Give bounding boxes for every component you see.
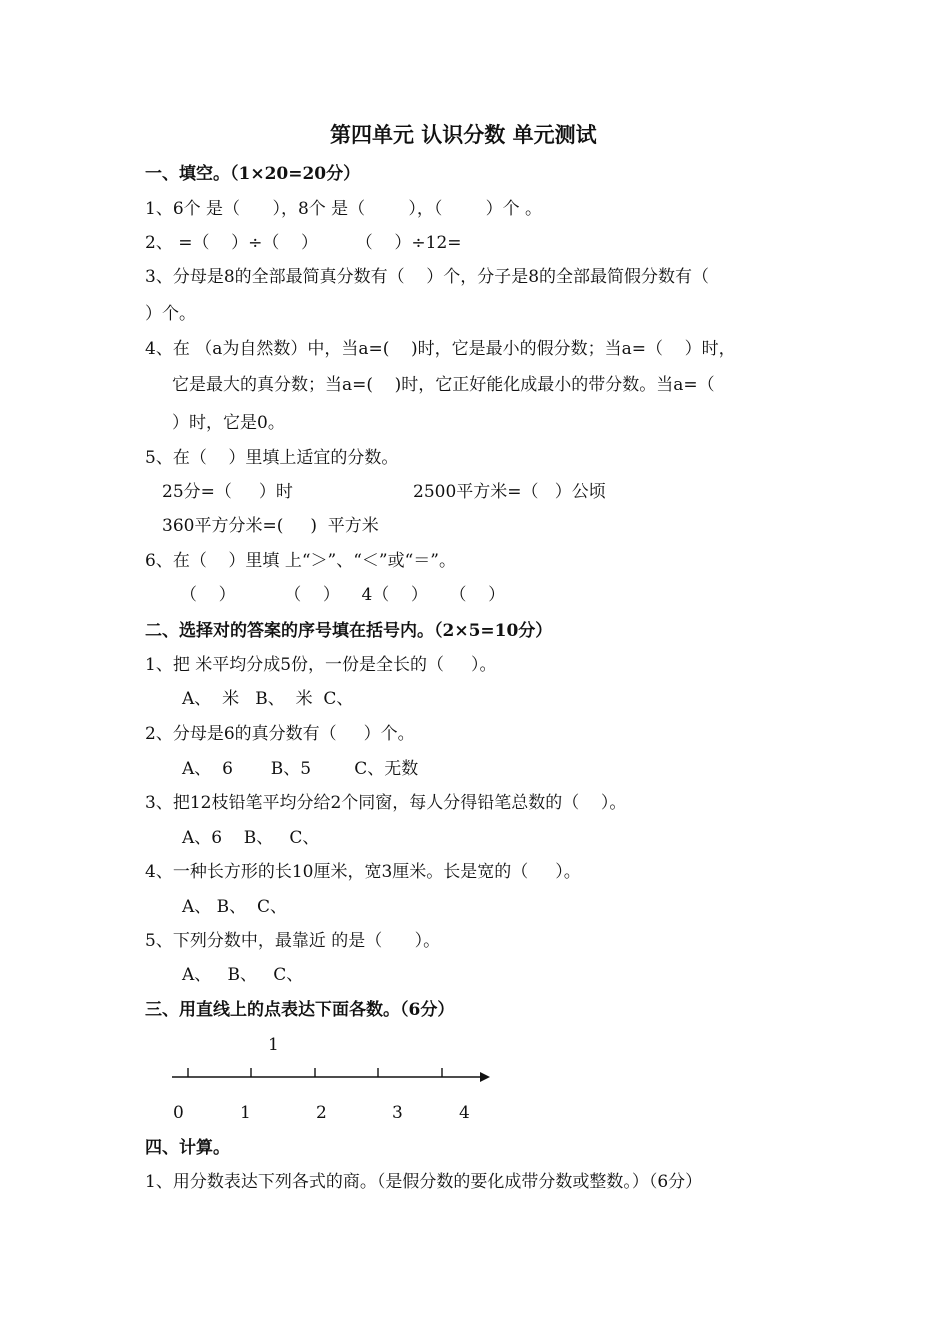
s2-question-3-options: A、6 B、 C、: [182, 828, 320, 848]
tick-label-4: 4: [459, 1103, 470, 1123]
s1-question-5b: 2500平方米=（ ）公顷: [413, 482, 606, 502]
s2-question-3: 3、把12枝铅笔平均分给2个同窗，每人分得铅笔总数的（ ）。: [145, 793, 627, 813]
s1-question-2: 2、 =（ ）÷（ ） （ ）÷12=: [145, 233, 462, 253]
number-line: [160, 1030, 510, 1140]
s1-question-5: 5、在（ ）里填上适宜的分数。: [145, 448, 399, 468]
number-line-arrow-icon: [480, 1072, 490, 1082]
s1-question-3: 3、分母是8的全部最简真分数有（ ）个，分子是8的全部最简假分数有（: [145, 267, 710, 287]
s1-question-5a: 25分=（ ）时: [162, 482, 293, 502]
s1-question-3-cont: ）个。: [145, 304, 196, 324]
s2-question-2: 2、分母是6的真分数有（ ）个。: [145, 724, 415, 744]
section-3-heading: 三、用直线上的点表达下面各数。（6分）: [145, 1000, 455, 1020]
s1-question-5c: 360平方分米=( ) 平方米: [162, 516, 379, 536]
s1-question-4-cont2: ）时，它是0。: [172, 413, 285, 433]
s1-question-6: 6、在（ ）里填 上“＞”、“＜”或“＝”。: [145, 551, 456, 571]
s2-question-5-options: A、 B、 C、: [182, 965, 304, 985]
s2-question-1: 1、把 米平均分成5份，一份是全长的（ ）。: [145, 655, 497, 675]
section-1-heading: 一、填空。（1×20=20分）: [145, 164, 361, 184]
s2-question-1-options: A、 米 B、 米 C、: [182, 689, 354, 709]
section-4-heading: 四、计算。: [145, 1138, 230, 1158]
number-line-top-label: 1: [268, 1035, 279, 1055]
s2-question-4-options: A、 B、 C、: [182, 897, 287, 917]
section-2-heading: 二、选择对的答案的序号填在括号内。（2×5=10分）: [145, 621, 553, 641]
s2-question-2-options: A、 6 B、5 C、无数: [182, 759, 419, 779]
tick-label-2: 2: [316, 1103, 327, 1123]
s4-question-1: 1、用分数表达下列各式的商。（是假分数的要化成带分数或整数。）（6分）: [145, 1172, 703, 1192]
page-title: 第四单元 认识分数 单元测试: [330, 122, 597, 147]
s2-question-4: 4、一种长方形的长10厘米，宽3厘米。长是宽的（ ）。: [145, 862, 581, 882]
s2-question-5: 5、下列分数中，最靠近 的是（ ）。: [145, 931, 441, 951]
s1-question-4: 4、在 （a为自然数）中，当a=( )时，它是最小的假分数；当a=（ ）时，: [145, 339, 736, 359]
tick-label-3: 3: [392, 1103, 403, 1123]
s1-question-4-cont: 它是最大的真分数；当a=( )时，它正好能化成最小的带分数。当a=（: [172, 375, 715, 395]
s1-question-1: 1、6个 是（ ），8个 是（ ），（ ）个 。: [145, 199, 543, 219]
s1-question-6-blanks: （ ） （ ） 4（ ） （ ）: [180, 585, 506, 605]
tick-label-0: 0: [173, 1103, 184, 1123]
tick-label-1: 1: [240, 1103, 251, 1123]
